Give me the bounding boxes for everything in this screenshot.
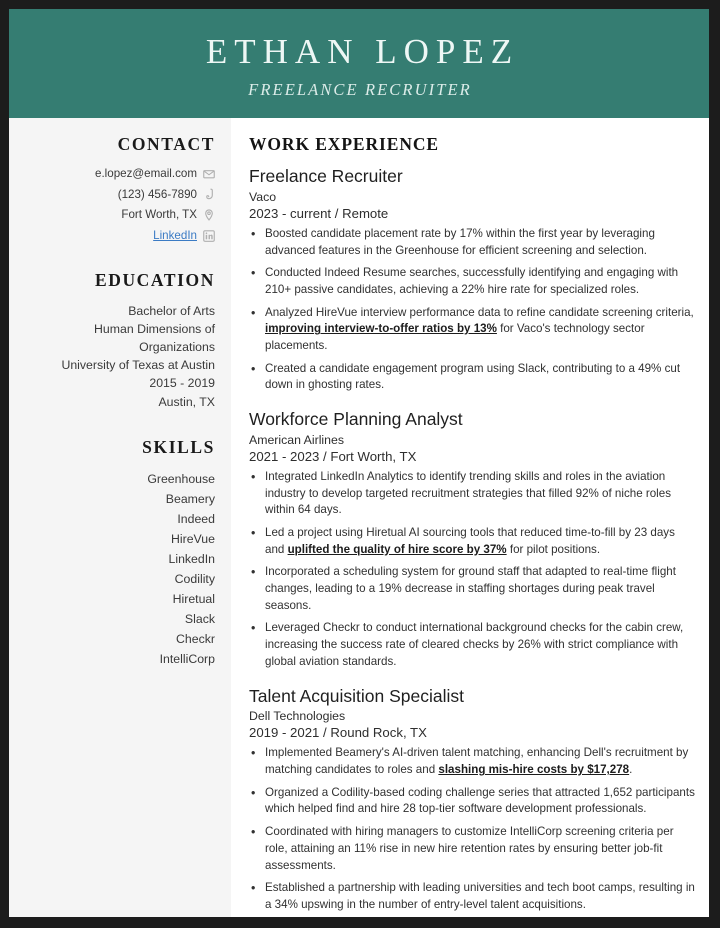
work-experience-heading: WORK EXPERIENCE [249,134,439,154]
candidate-name: ETHAN LOPEZ [205,31,520,71]
bullet-highlight: slashing mis-hire costs by $17,278 [438,763,630,777]
education-list [17,302,215,411]
skill-item: Beamery [165,491,215,506]
skill-item: Slack [184,611,215,626]
job-bullet [249,265,695,298]
contact-item-label: Fort Worth, TX [121,208,197,222]
contact-item-label: e.lopez@email.com [95,167,197,180]
contact-item-linkedin[interactable] [17,228,215,244]
skill-item: IntelliCorp [159,651,215,666]
job-bullet [249,305,695,355]
education-line: Bachelor of Arts [128,303,215,318]
education-line: University of Texas at Austin [61,358,215,373]
bullet-text: Conducted Indeed Resume searches, successfully identifying and engaging with 210+ passive candidates, achieving a 22% hire rate for specialized roles. [265,266,679,296]
bullet-highlight: improving interview-to-offer ratios by 13% [265,322,497,336]
education-heading: EDUCATION [94,269,215,290]
phone-icon [203,188,215,200]
job-bullet [249,824,695,874]
contact-item-envelope [17,166,215,182]
job-entry [249,686,695,914]
bullet-text: Analyzed HireVue interview performance data to refine candidate screening criteria, [265,305,694,319]
bullet-text: Established a partnership with leading universities and tech boot camps, resulting in a 34% upswing in the number of entry-level talent acquisitions. [265,881,695,911]
job-bullet [249,361,695,394]
bullet-text: Organized a Codility-based coding challenge series that attracted 1,652 participants which helped find and hire 28 top-tier software development professionals. [265,785,695,816]
job-company: American Airlines [249,432,344,447]
bullet-text: Leveraged Checkr to conduct international background checks for the cabin crew, increasing the success rate of cleared checks by 26% with strict compliance with global aviation standards. [265,621,684,668]
education-line: Organizations [139,339,215,354]
bullet-text: Coordinated with hiring managers to customize IntelliCorp screening criteria per role, attaining an 11% rise in new hire retention rates by ensuring better job-fit assessments. [265,825,674,872]
bullet-text: Integrated LinkedIn Analytics to identify trending skills and roles in the aviation industry to develop targeted recruitment strategies that filled 92% of niche roles within 64 days. [265,469,672,517]
job-entry [249,409,695,670]
skill-item: Codility [174,571,215,586]
sidebar [9,118,231,917]
job-bullet-list [249,226,695,394]
bullet-text: for pilot positions. [506,542,601,556]
skill-item: HireVue [171,531,215,546]
skill-item: LinkedIn [168,551,215,566]
contact-heading: CONTACT [117,134,215,154]
bullet-highlight: uplifted the quality of hire score by 37% [287,542,507,556]
job-title: Freelance Recruiter [249,166,403,186]
job-bullet [249,564,695,614]
main-column [231,118,709,917]
skill-item: Checkr [176,631,215,646]
contact-item-label: (123) 456-7890 [117,187,197,201]
linkedin-icon [203,230,215,242]
resume-body [9,118,709,917]
contact-item-location-pin [17,207,215,223]
bullet-text: Incorporated a scheduling system for ground staff that adapted to real-time flight changes, leading to a 19% decrease in staffing shortages during peak travel seasons. [265,565,676,612]
skills-list [17,469,215,669]
job-bullet [249,745,695,778]
contact-list [17,166,215,244]
skills-heading: SKILLS [142,436,215,457]
job-bullet-list [249,469,695,671]
job-bullet-list [249,745,695,913]
jobs-list [249,166,695,914]
envelope-icon [203,168,215,180]
job-bullet [249,880,695,913]
bullet-text: Implemented Beamery's AI-driven talent matching, enhancing Dell's recruitment by matching candidates to roles and [265,746,689,777]
bullet-text: Boosted candidate placement rate by 17% within the first year by leveraging advanced features in the Greenhouse for efficient screening and selection. [265,226,655,257]
job-company: Dell Technologies [249,709,346,724]
job-dates-location: 2021 - 2023 / Fort Worth, TX [249,448,417,464]
job-company: Vaco [249,189,277,204]
location-pin-icon [203,209,215,221]
job-dates-location: 2023 - current / Remote [249,205,389,221]
job-bullet [249,469,695,519]
bullet-text: Created a candidate engagement program using Slack, contributing to a 49% cut down in ghosting rates. [265,361,681,392]
contact-item-label[interactable]: LinkedIn [153,228,197,242]
resume-header [9,9,709,118]
contact-item-phone [17,187,215,203]
skill-item: Indeed [177,511,215,526]
skill-item: Hiretual [172,591,215,606]
candidate-job-title: FREELANCE RECRUITER [248,80,472,100]
job-bullet [249,525,695,558]
skill-item: Greenhouse [147,471,215,486]
resume-page [9,9,709,917]
education-line: Human Dimensions of [94,321,215,336]
job-dates-location: 2019 - 2021 / Round Rock, TX [249,725,427,741]
job-bullet [249,226,695,259]
job-bullet [249,785,695,818]
job-title: Workforce Planning Analyst [249,409,463,430]
bullet-text: for Vaco's technology sector placements. [265,322,645,352]
education-line: 2015 - 2019 [149,376,215,391]
job-title: Talent Acquisition Specialist [249,685,464,706]
job-bullet [249,620,695,670]
bullet-text: Led a project using Hiretual AI sourcing tools that reduced time-to-fill by 23 days and [265,526,675,556]
education-line: Austin, TX [158,394,215,409]
bullet-text: . [629,763,633,777]
job-entry [249,166,695,394]
